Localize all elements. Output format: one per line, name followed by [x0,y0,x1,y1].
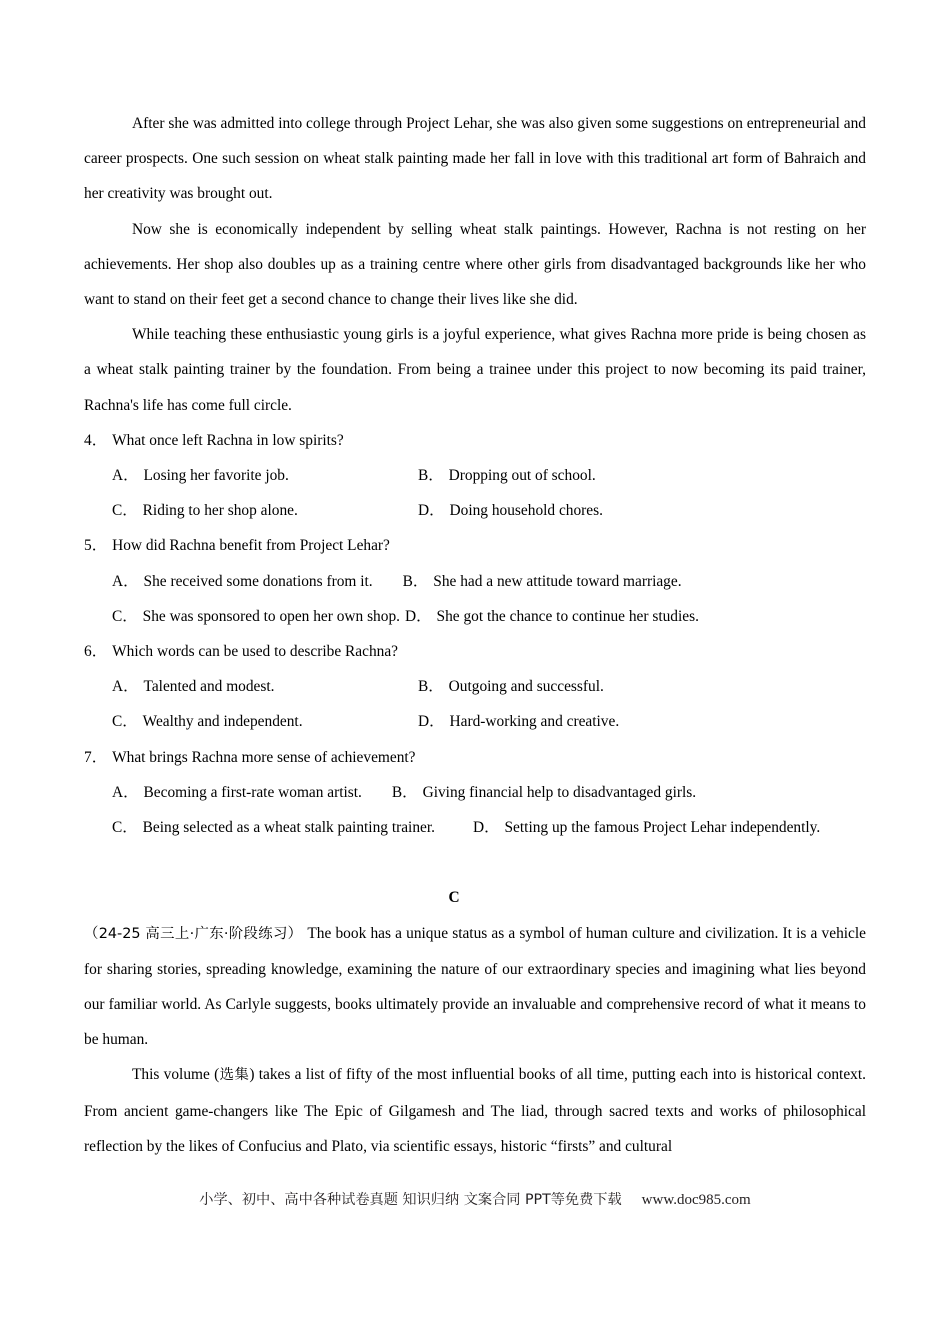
option-6-b-text: Outgoing and successful. [448,678,604,696]
option-5-b-letter: B． [402,572,429,590]
option-4-b-text: Dropping out of school. [448,467,596,485]
option-7-c-letter: C． [112,819,138,837]
question-5-stem [84,528,866,563]
option-6-a-text: Talented and modest. [143,678,275,696]
option-5-d[interactable] [405,608,699,625]
question-5-options-row-1 [84,564,866,599]
option-6-a-letter: A． [112,678,139,696]
question-6-text: Which words can be used to describe Rachna? [112,643,398,661]
question-7-options-row-1 [84,775,866,810]
option-5-b-text: She had a new attitude toward marriage. [433,572,682,590]
question-4-stem [84,423,866,458]
option-7-c-text: Being selected as a wheat stalk painting trainer. [142,819,435,837]
page-footer [0,1188,950,1212]
question-7-number: 7． [84,748,108,766]
question-4-options-row-1 [84,458,866,493]
option-5-a-letter: A． [112,572,139,590]
option-4-d-letter: D． [418,502,445,520]
section-c-paragraph-2-prefix: This volume ( [132,1066,220,1084]
question-7-stem [84,740,866,775]
passage-paragraph-1: After she was admitted into college through Project Lehar, she was also given some suggestions on entrepreneurial and career prospects. One such session on wheat stalk painting made her fall in love with this traditional art form of Bahraich and her creativity was brought out. [84,115,866,203]
option-7-a-letter: A． [112,783,139,801]
option-5-d-letter: D． [405,607,432,625]
question-4-text: What once left Rachna in low spirits? [112,431,344,449]
question-block-4 [84,423,866,529]
option-7-b-letter: B． [391,783,418,801]
question-block-5 [84,528,866,634]
page-content [84,106,866,1164]
option-7-c[interactable] [112,819,435,836]
option-5-c[interactable] [112,608,400,625]
question-6-options-row-2 [84,704,866,739]
option-6-d-text: Hard-working and creative. [449,713,620,731]
option-4-b-letter: B． [418,467,444,485]
option-7-b[interactable] [392,784,696,801]
footer-url[interactable]: www.doc985.com [641,1192,751,1208]
option-4-b[interactable] [418,467,596,484]
section-c-heading: C [448,889,460,907]
question-5-number: 5． [84,537,108,555]
option-4-a[interactable] [112,458,418,493]
option-7-b-text: Giving financial help to disadvantaged girls. [422,783,697,801]
option-6-c-letter: C． [112,713,138,731]
option-6-b-letter: B． [418,678,444,696]
option-4-c-letter: C． [112,502,138,520]
option-7-a-text: Becoming a first-rate woman artist. [143,783,362,801]
source-tag: （24-25 高三上·广东·阶段练习） [84,925,303,942]
question-6-options-row-1 [84,669,866,704]
option-6-c[interactable] [112,704,418,739]
option-5-c-letter: C． [112,607,138,625]
question-6-number: 6． [84,643,108,661]
option-7-a[interactable] [112,784,362,801]
option-6-b[interactable] [418,678,604,695]
footer-chinese-text: 小学、初中、高中各种试卷真题 知识归纳 文案合同 PPT等免费下载 [199,1192,622,1208]
option-4-a-text: Losing her favorite job. [143,467,289,485]
question-5-options-row-2 [84,599,866,634]
option-7-d[interactable] [473,819,820,836]
option-5-b[interactable] [403,573,682,590]
option-5-c-text: She was sponsored to open her own shop. [142,607,400,625]
option-4-d-text: Doing household chores. [449,502,603,520]
section-c-paragraph-1-body: The book has a unique status as a symbol of human culture and civilization. It is a vehicle for sharing stories, spreading knowledge, examining the nature of our extraordinary species and imagining what lies beyond our familiar world. As Carlyle suggests, books ultimately provide an invaluable and comprehensive record of what it means to be human. [84,924,866,1049]
option-6-c-text: Wealthy and independent. [142,713,303,731]
question-4-options-row-2 [84,493,866,528]
question-4-number: 4． [84,431,108,449]
question-block-7 [84,740,866,846]
option-4-c[interactable] [112,493,418,528]
section-c-paragraph-2 [84,1057,866,1164]
question-block-6 [84,634,866,740]
passage-paragraph-3: While teaching these enthusiastic young girls is a joyful experience, what gives Rachna more pride is being chosen as a wheat stalk painting trainer by the foundation. From being a trainee under this project to now becoming its paid trainer, Rachna's life has come full circle. [84,326,866,414]
option-6-d[interactable] [418,713,619,730]
option-6-a[interactable] [112,669,418,704]
passage-paragraph-2: Now she is economically independent by selling wheat stalk paintings. However, Rachna is not resting on her achievements. Her shop also doubles up as a training centre where other girls from disadvantaged backgrounds like her who want to stand on their feet get a second chance to change their lives like she did. [84,220,866,309]
option-5-d-text: She got the chance to continue her studies. [436,607,699,625]
option-5-a[interactable] [112,573,373,590]
question-5-text: How did Rachna benefit from Project Lehar? [112,537,390,555]
question-6-stem [84,634,866,669]
option-7-d-letter: D． [472,819,500,837]
option-5-a-text: She received some donations from it. [143,572,373,590]
option-4-a-letter: A． [112,467,139,485]
question-7-text: What brings Rachna more sense of achievement? [112,748,416,766]
section-c-paragraph-1 [84,916,866,1058]
option-7-d-text: Setting up the famous Project Lehar independently. [504,819,821,837]
question-7-options-row-2 [84,810,866,845]
section-c-paragraph-2-body: ) takes a list of fifty of the most influential books of all time, putting each into is historical context. From ancient game-changers like The Epic of Gilgamesh and The liad, through sacred texts and works of philosophical reflection by the likes of Confucius and Plato, via scientific essays, historic “firsts” and cultural [84,1066,866,1155]
option-4-d[interactable] [418,502,603,519]
option-4-c-text: Riding to her shop alone. [142,502,298,520]
section-spacer [84,845,866,880]
gloss-xuanji: 选集 [219,1067,250,1084]
option-6-d-letter: D． [418,713,445,731]
